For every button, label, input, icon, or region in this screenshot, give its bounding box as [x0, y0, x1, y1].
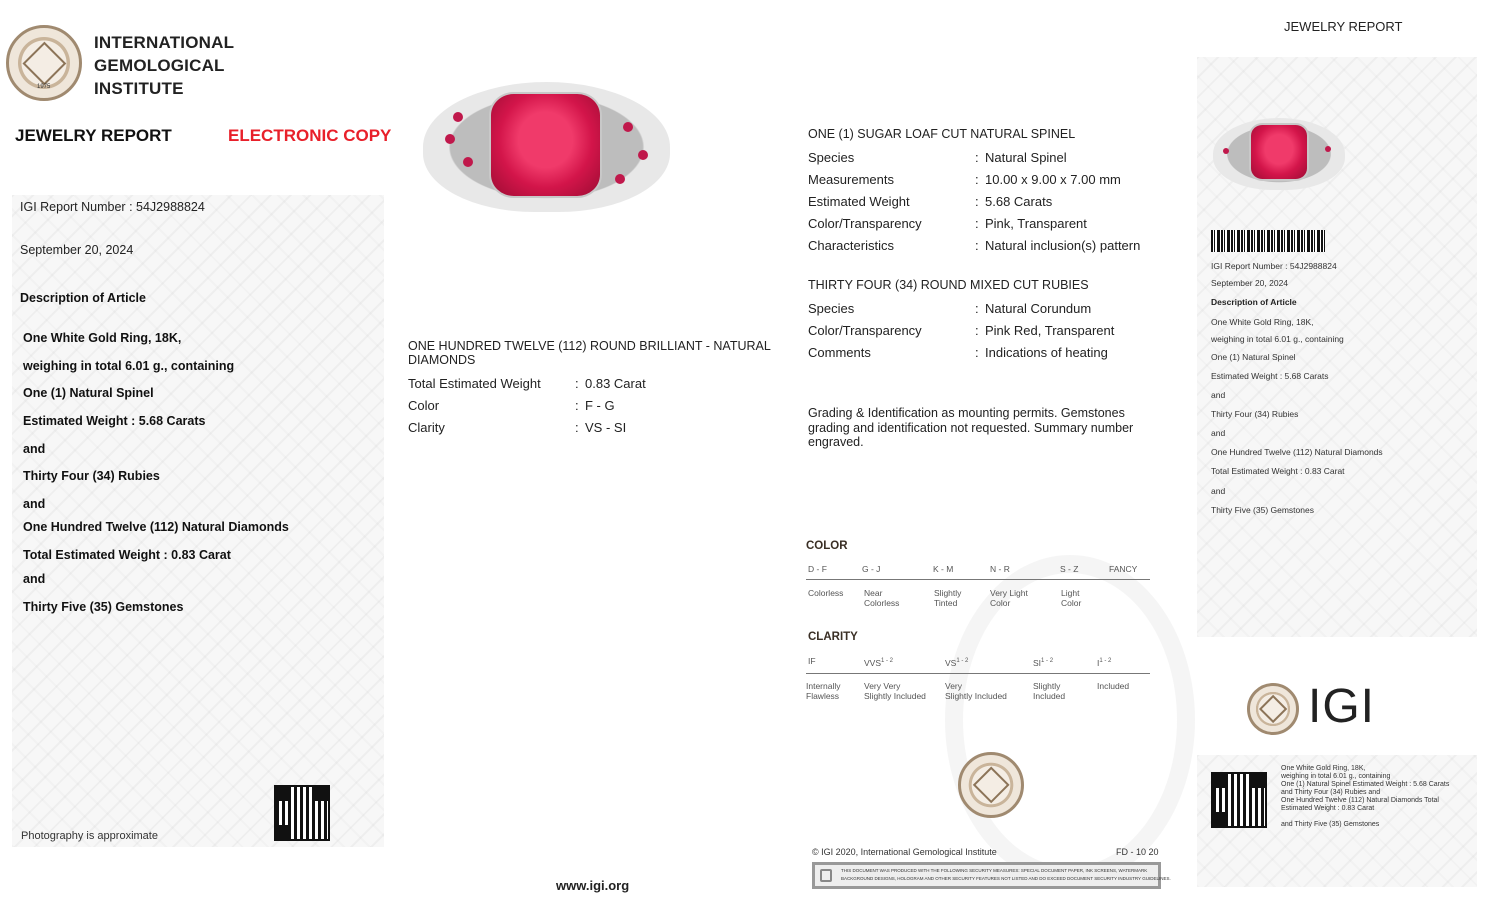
clarity-grade: VVS$^{1 - 2}$	[864, 657, 894, 668]
summary-line: Total Estimated Weight : 0.83 Carat	[1211, 466, 1345, 476]
color-desc: Colorless	[808, 588, 844, 598]
report-number-small: IGI Report Number : 54J2988824	[1211, 261, 1337, 271]
clarity-grade: SI$^{1 - 2}$	[1033, 657, 1054, 668]
description-line: Estimated Weight : 5.68 Carats	[23, 414, 206, 428]
barcode	[1211, 230, 1325, 252]
summary-line: and	[1211, 486, 1226, 496]
description-line: and	[23, 497, 46, 511]
clarity-grade: $I^{1 - 2}$	[1097, 657, 1112, 668]
description-line: and	[23, 442, 46, 456]
form-code: FD - 10 20	[1116, 847, 1159, 857]
color-desc: Near Colorless	[864, 588, 900, 608]
security-line-1: THIS DOCUMENT WAS PRODUCED WITH THE FOLLOWING SECURITY MEASURES: SPECIAL DOCUMENT PAPER, INK SCREENS, WATERMARK	[841, 868, 1148, 873]
clarity-desc: Very Very Slightly Included	[864, 681, 926, 701]
color-desc: Light Color	[1061, 588, 1082, 608]
description-line: and	[23, 572, 46, 586]
ring-thumbnail	[1213, 118, 1345, 190]
qr-code-small[interactable]	[1211, 772, 1267, 828]
summary-line: One White Gold Ring, 18K,	[1211, 317, 1314, 327]
report-date: September 20, 2024	[20, 243, 134, 257]
security-features-box	[812, 862, 1171, 889]
org-name-line2: GEMOLOGICAL	[94, 56, 225, 75]
color-grade: K - M	[933, 564, 954, 574]
summary-line: One Hundred Twelve (112) Natural Diamonds	[1211, 447, 1383, 457]
description-line: One (1) Natural Spinel	[23, 386, 154, 400]
report-number: IGI Report Number : 54J2988824	[20, 200, 205, 214]
copyright: © IGI 2020, International Gemological Institute	[812, 847, 997, 857]
clarity-desc: Slightly Included	[1033, 681, 1066, 701]
ring-photo	[423, 82, 670, 212]
color-grade: FANCY	[1109, 564, 1138, 574]
color-grade: S - Z	[1060, 564, 1079, 574]
clarity-scale-line	[806, 673, 1150, 674]
seal-year: 1975	[37, 84, 51, 90]
description-line: One White Gold Ring, 18K,	[23, 331, 182, 345]
description-line: Total Estimated Weight : 0.83 Carat	[23, 548, 231, 562]
electronic-copy-label: ELECTRONIC COPY	[228, 126, 392, 145]
description-line: Thirty Five (35) Gemstones	[23, 600, 184, 614]
summary-line: and	[1211, 390, 1226, 400]
igi-logo-seal	[1247, 683, 1299, 735]
clarity-desc: Very Slightly Included	[945, 681, 1007, 701]
summary-line: weighing in total 6.01 g., containing	[1211, 334, 1344, 344]
qr-code[interactable]	[274, 785, 330, 841]
report-date-small: September 20, 2024	[1211, 278, 1289, 288]
photography-note: Photography is approximate	[21, 830, 158, 842]
grading-note: Grading & Identification as mounting permits. Gemstones grading and identification not requested. Summary number engraved.	[808, 406, 1134, 449]
description-line: Thirty Four (34) Rubies	[23, 469, 160, 483]
lock-icon	[820, 869, 832, 882]
igi-logo-text: IGI	[1308, 680, 1376, 733]
clarity-grade: VS$^{1 - 2}$	[945, 657, 969, 668]
summary-line: One (1) Natural Spinel	[1211, 352, 1296, 362]
diamonds-heading: ONE HUNDRED TWELVE (112) ROUND BRILLIANT - NATURAL DIAMONDS	[408, 339, 771, 367]
top-right-title: JEWELRY REPORT	[1284, 19, 1403, 34]
report-title: JEWELRY REPORT	[15, 126, 172, 145]
igi-seal-icon	[958, 752, 1024, 818]
org-name-line3: INSTITUTE	[94, 79, 184, 98]
rubies-heading: THIRTY FOUR (34) ROUND MIXED CUT RUBIES	[808, 278, 1089, 292]
color-grade: N - R	[990, 564, 1010, 574]
description-line: weighing in total 6.01 g., containing	[23, 359, 235, 373]
clarity-desc: Included	[1097, 681, 1130, 691]
summary-line: Thirty Five (35) Gemstones	[1211, 505, 1314, 515]
color-grade: D - F	[808, 564, 827, 574]
security-line-2: BACKGROUND DESIGNS, HOLOGRAM AND OTHER SECURITY FEATURES NOT LISTED AND DO EXCEED DOCUMENT SECURITY INDUSTRY GUIDELINES.	[841, 876, 1171, 881]
website-link[interactable]: www.igi.org	[556, 878, 630, 893]
clarity-grade: IF	[808, 656, 816, 666]
color-scale-line	[806, 579, 1150, 580]
spinel-heading: ONE (1) SUGAR LOAF CUT NATURAL SPINEL	[808, 127, 1076, 141]
summary-line: and	[1211, 428, 1226, 438]
summary-line: Estimated Weight : 5.68 Carats	[1211, 371, 1329, 381]
description-heading: Description of Article	[20, 291, 146, 305]
clarity-scale-heading: CLARITY	[808, 631, 858, 643]
summary-line: Thirty Four (34) Rubies	[1211, 409, 1299, 419]
description-line: One Hundred Twelve (112) Natural Diamonds	[23, 520, 289, 534]
color-desc: Slightly Tinted	[934, 588, 962, 608]
description-heading-small: Description of Article	[1211, 297, 1297, 307]
color-grade: G - J	[862, 564, 881, 574]
summary-block: One White Gold Ring, 18K, weighing in total 6.01 g., containing One (1) Natural Spinel Estimated Weight : 5.68 Carats and Thirty Four (34) Rubies and One Hundred Twelve (112) Natural Diamonds Total Estimated Weight : 0.83 Carat and Thirty Five (35) Gemstones	[1281, 765, 1450, 828]
clarity-desc: Internally Flawless	[806, 681, 841, 701]
color-desc: Very Light Color	[990, 588, 1028, 608]
color-scale-heading: COLOR	[806, 540, 848, 552]
org-name-line1: INTERNATIONAL	[94, 33, 235, 52]
